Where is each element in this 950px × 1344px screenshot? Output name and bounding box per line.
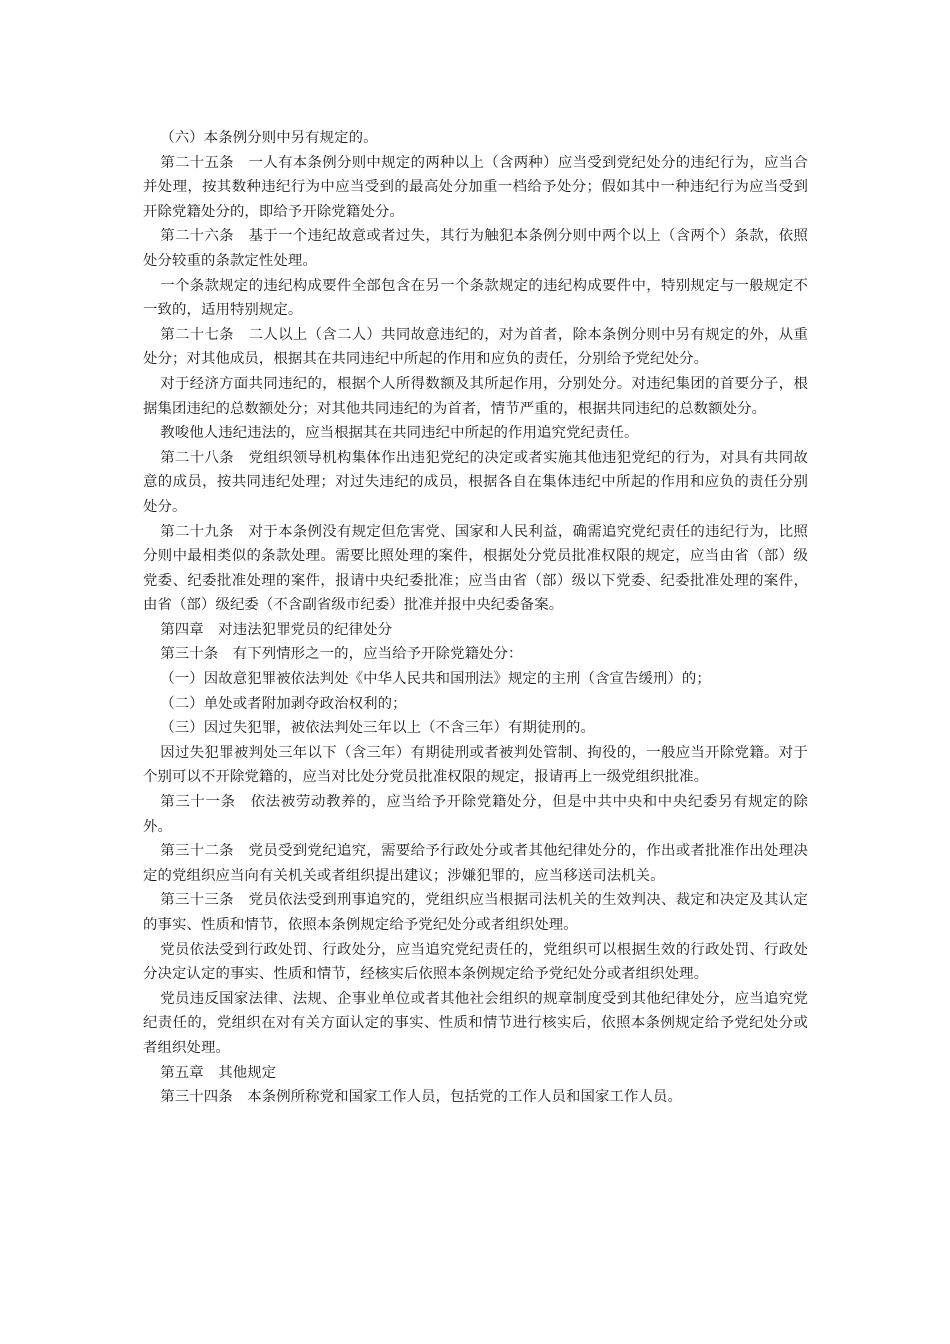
article-26-paragraph-2: 一个条款规定的违纪构成要件全部包含在另一个条款规定的违纪构成要件中，特别规定与一般规定不一致的，适用特别规定。 [143, 277, 808, 319]
article-28: 第二十八条 党组织领导机构集体作出违犯党纪的决定或者实施其他违犯党纪的行为，对具有共同故意的成员，按共同违纪处理；对过失违纪的成员，根据各自在集体违纪中所起的作用和应负的责任分别处分。 [143, 449, 808, 515]
article-29: 第二十九条 对于本条例没有规定但危害党、国家和人民利益，确需追究党纪责任的违纪行为，比照分则中最相类似的条款处理。需要比照处理的案件，根据处分党员批准权限的规定，应当由省（部）级党委、纪委批准处理的案件，报请中央纪委批准；应当由省（部）级以下党委、纪委批准处理的案件，由省（部）级纪委（不含副省级市纪委）批准并报中央纪委备案。 [143, 523, 808, 614]
article-34: 第三十四条 本条例所称党和国家工作人员，包括党的工作人员和国家工作人员。 [160, 1089, 682, 1106]
article-26: 第二十六条 基于一个违纪故意或者过失，其行为触犯本条例分则中两个以上（含两个）条款，依照处分较重的条款定性处理。 [143, 228, 808, 269]
article-27-paragraph-3: 教唆他人违纪违法的，应当根据其在共同违纪中所起的作用追究党纪责任。 [160, 425, 639, 442]
chapter-5-heading: 第五章 其他规定 [160, 1064, 277, 1081]
article-30-item-1: （一）因故意犯罪被依法判处《中华人民共和国刑法》规定的主刑（含宣告缓刑）的； [160, 671, 711, 688]
article-30-item-2: （二）单处或者附加剥夺政治权利的； [160, 695, 407, 712]
article-33-paragraph-2: 党员依法受到行政处罚、行政处分，应当追究党纪责任的，党组织可以根据生效的行政处罚、行政处分决定认定的事实、性质和情节，经核实后依照本条例规定给予党纪处分或者组织处理。 [143, 941, 808, 983]
article-27-paragraph-2: 对于经济方面共同违纪的，根据个人所得数额及其所起作用，分别处分。对违纪集团的首要分子，根据集团违纪的总数额处分；对其他共同违纪的为首者，情节严重的，根据共同违纪的总数额处分。 [143, 375, 808, 417]
chapter-4-heading: 第四章 对违法犯罪党员的纪律处分 [160, 621, 393, 638]
article-30-paragraph-2: 因过失犯罪被判处三年以下（含三年）有期徒刑或者被判处管制、拘役的，一般应当开除党籍。对于个别可以不开除党籍的，应当对比处分党员批准权限的规定，报请再上一级党组织批准。 [143, 744, 808, 786]
paragraph-item-6: （六）本条例分则中另有规定的。 [160, 130, 378, 146]
article-32: 第三十二条 党员受到党纪追究，需要给予行政处分或者其他纪律处分的，作出或者批准作出处理决定的党组织应当向有关机关或者组织提出建议；涉嫌犯罪的，应当移送司法机关。 [143, 843, 808, 884]
article-30: 第三十条 有下列情形之一的，应当给予开除党籍处分： [160, 646, 523, 663]
article-25: 第二十五条 一人有本条例分则中规定的两种以上（含两种）应当受到党纪处分的违纪行为，应当合并处理，按其数种违纪行为中应当受到的最高处分加重一档给予处分；假如其中一种违纪行为应当受到开除党籍处分的，即给予开除党籍处分。 [143, 154, 808, 220]
article-33-paragraph-3: 党员违反国家法律、法规、企事业单位或者其他社会组织的规章制度受到其他纪律处分，应当追究党纪责任的，党组织在对有关方面认定的事实、性质和情节进行核实后，依照本条例规定给予党纪处分或者组织处理。 [143, 990, 808, 1056]
article-30-item-3: （三）因过失犯罪，被依法判处三年以上（不含三年）有期徒刑的。 [160, 720, 595, 737]
article-27: 第二十七条 二人以上（含二人）共同故意违纪的，对为首者，除本条例分则中另有规定的外，从重处分；对其他成员，根据其在共同违纪中所起的作用和应负的责任，分别给予党纪处分。 [143, 326, 808, 368]
article-33: 第三十三条 党员依法受到刑事追究的，党组织应当根据司法机关的生效判决、裁定和决定及其认定的事实、性质和情节，依照本条例规定给予党纪处分或者组织处理。 [143, 892, 808, 933]
article-31: 第三十一条 依法被劳动教养的，应当给予开除党籍处分，但是中共中央和中央纪委另有规定的除外。 [143, 794, 808, 835]
document-body [143, 126, 808, 1110]
